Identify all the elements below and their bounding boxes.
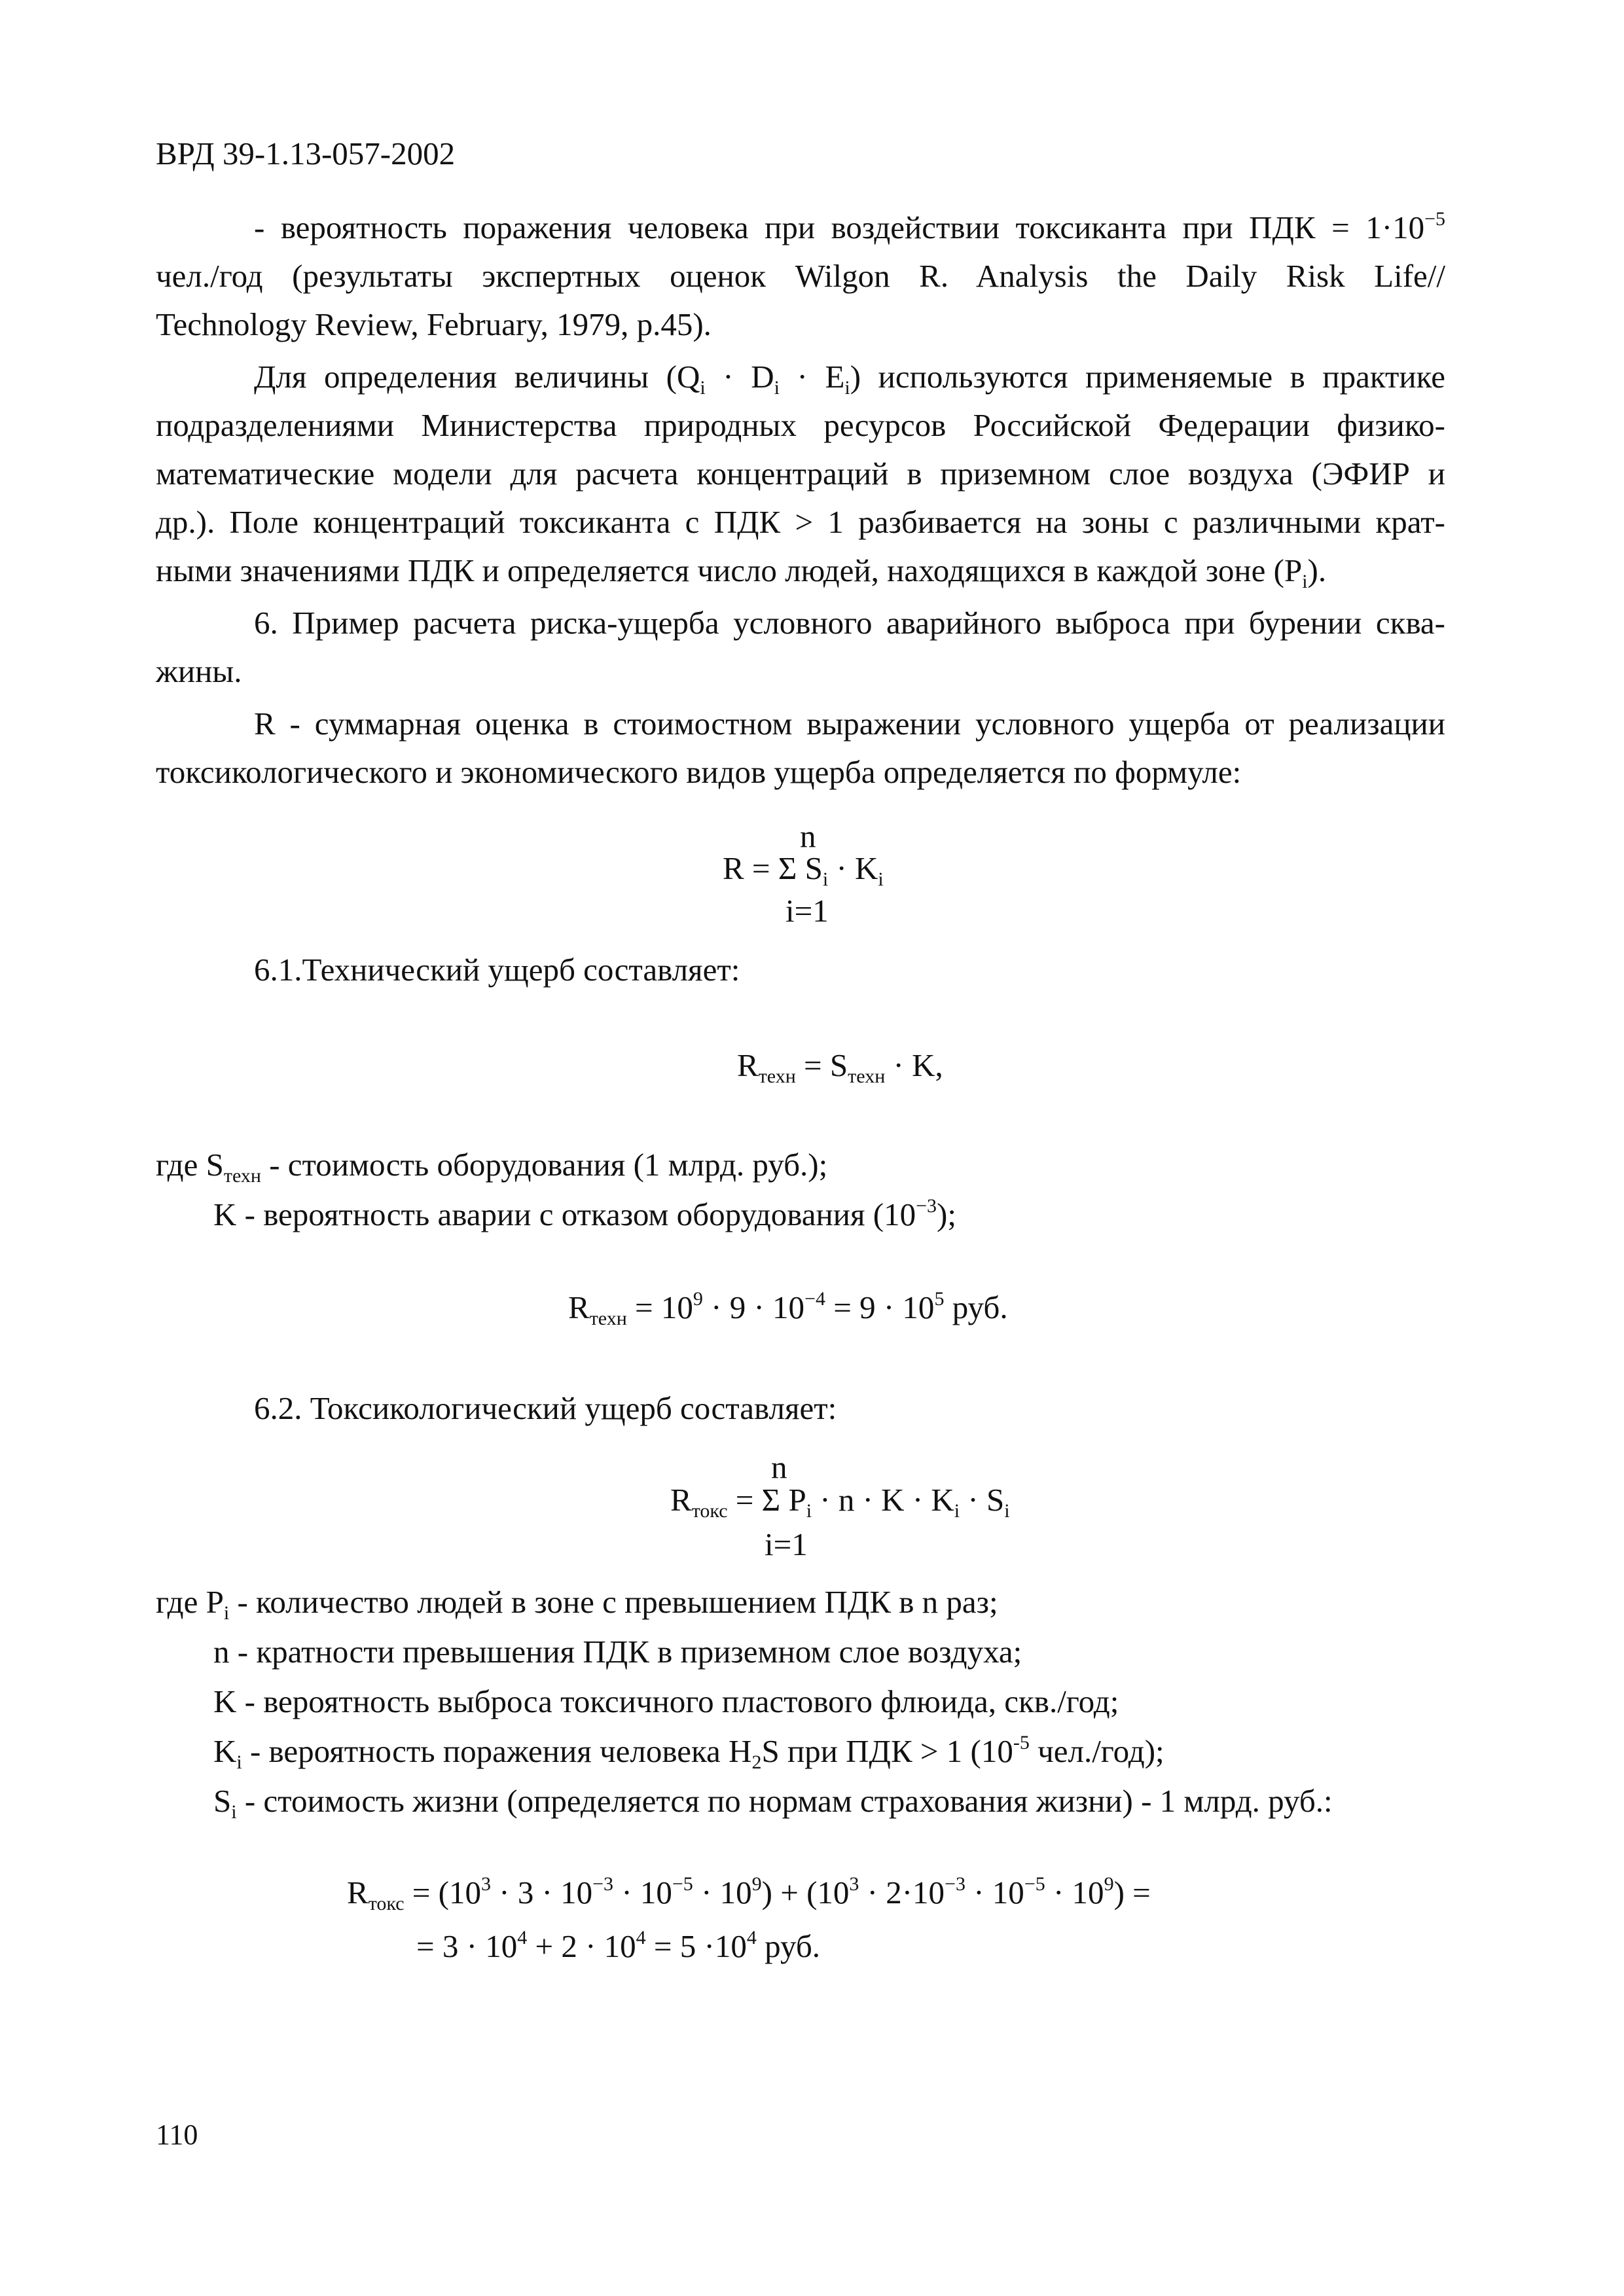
formula-2: $R_{техн} = S_{техн} \cdot K$, bbox=[737, 1047, 943, 1087]
definitions-2-line-5: $S_i$ - стоимость жизни (определяется по нормам страхования жизни) - 1 млрд. руб.: bbox=[213, 1783, 1333, 1823]
definitions-2-line-1: где $P_i$ - количество людей в зоне с превышением ПДК в n раз; bbox=[156, 1584, 998, 1624]
paragraph-4-line-2: токсикологического и экономического видов ущерба определяется по формуле: bbox=[156, 754, 1242, 790]
paragraph-4-line-1: R - суммарная оценка в стоимостном выражении условного ущерба от реализации bbox=[254, 706, 1445, 742]
definitions-2-line-3: K - вероятность выброса токсичного пластового флюида, скв./год; bbox=[213, 1683, 1119, 1719]
paragraph-2-line-3: математические модели для расчета концентраций в приземном слое воздуха (ЭФИР и bbox=[156, 456, 1445, 492]
definitions-2-line-4: $K_i$ - вероятность поражения человека $H_2S$ при ПДК > 1 ($10^{-5}$ чел./год); bbox=[213, 1732, 1164, 1773]
formula-5-line-1: $R_{токс} = (10^3 \cdot 3 \cdot 10^{-3} \cdot 10^{-5} \cdot 10^9) + (10^3 \cdot 2\cdot 10^{-3} \cdot 10^{-5} \cdot 10^9)$ = bbox=[347, 1873, 1151, 1914]
paragraph-1-line-3: Technology Review, February, 1979, p.45). bbox=[156, 306, 712, 342]
section-6-1-heading: 6.1.Технический ущерб составляет: bbox=[254, 952, 740, 988]
paragraph-3-line-1: 6. Пример расчета риска-ущерба условного аварийного выброса при бурении сква- bbox=[254, 605, 1445, 641]
formula-4-main: $R_{токс} = \Sigma$ $P_i \cdot n \cdot K \cdot K_i \cdot S_i$ bbox=[670, 1482, 1010, 1522]
formula-1-upper-limit: n bbox=[800, 818, 816, 854]
definitions-1-line-2: K - вероятность аварии с отказом оборудования $(10^{-3})$; bbox=[213, 1195, 956, 1232]
definitions-1-line-1: где $S_{техн}$ - стоимость оборудования (1 млрд. руб.); bbox=[156, 1147, 828, 1187]
formula-5-line-2: = $3 \cdot 10^4 + 2 \cdot 10^4 = 5 \cdot 10^4$ руб. bbox=[416, 1927, 820, 1964]
formula-3: $R_{техн} = 10^9 \cdot 9 \cdot 10^{-4} = 9 \cdot 10^5$ руб. bbox=[568, 1288, 1008, 1329]
paragraph-2-line-4: др.). Поле концентраций токсиканта с ПДК > 1 разбивается на зоны с различными крат- bbox=[156, 504, 1445, 540]
paragraph-2-line-1: Для определения величины $(Q_i \cdot D_i \cdot E_i)$ используются применяемые в практике bbox=[254, 359, 1445, 399]
paragraph-2-line-5: ными значениями ПДК и определяется число людей, находящихся в каждой зоне $(P_i)$. bbox=[156, 552, 1327, 592]
document-header-code: ВРД 39-1.13-057-2002 bbox=[156, 135, 456, 171]
page-number: 110 bbox=[156, 2119, 198, 2151]
paragraph-1-line-2: чел./год (результаты экспертных оценок Wilgon R. Analysis the Daily Risk Life// bbox=[156, 258, 1445, 294]
paragraph-2-line-2: подразделениями Министерства природных ресурсов Российской Федерации физико- bbox=[156, 407, 1445, 443]
formula-1-main: R = Σ $S_i \cdot K_i$ bbox=[723, 850, 884, 890]
formula-4-lower-limit: i=1 bbox=[765, 1526, 808, 1562]
section-6-2-heading: 6.2. Токсикологический ущерб составляет: bbox=[254, 1390, 837, 1426]
paragraph-3-line-2: жины. bbox=[156, 653, 242, 689]
formula-4-upper-limit: n bbox=[771, 1449, 787, 1485]
definitions-2-line-2: n - кратности превышения ПДК в приземном слое воздуха; bbox=[213, 1634, 1022, 1670]
formula-1-lower-limit: i=1 bbox=[785, 893, 829, 929]
paragraph-1-line-1: - вероятность поражения человека при воздействии токсиканта при ПДК = $1\cdot 10^{-5}$ bbox=[254, 208, 1445, 245]
